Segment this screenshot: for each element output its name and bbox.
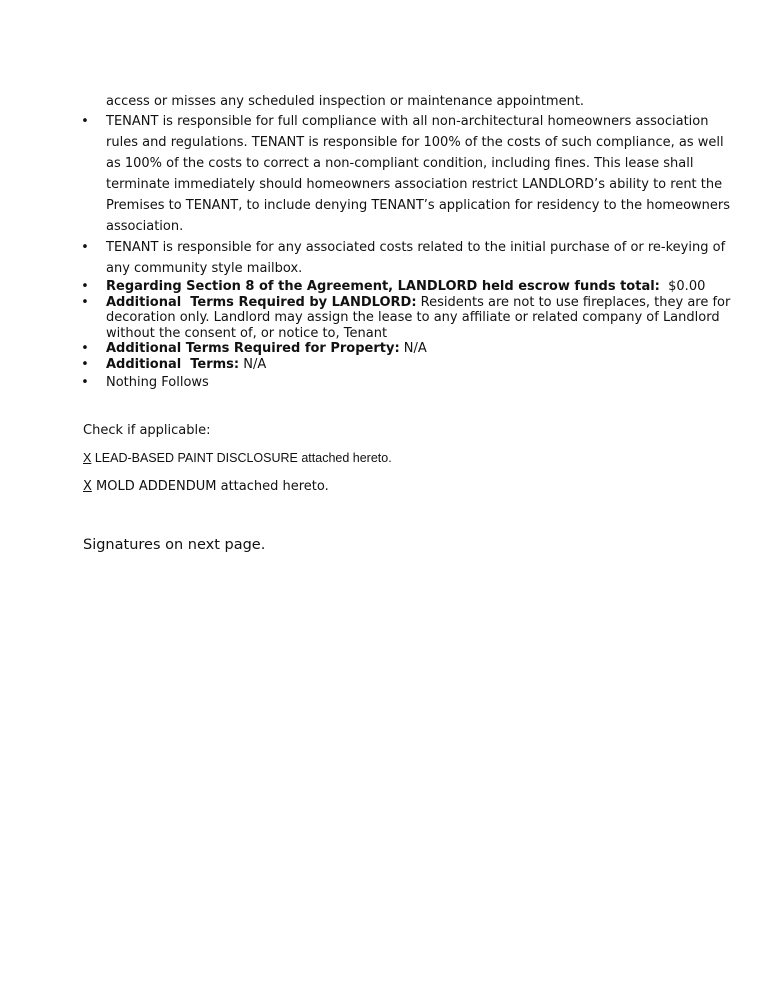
continuation-text: access or misses any scheduled inspection or maintenance appointment. xyxy=(106,94,585,109)
bullet-icon: • xyxy=(81,114,89,129)
bullet-icon: • xyxy=(81,341,89,356)
terms-list xyxy=(80,111,740,393)
mold-addendum-line xyxy=(83,478,329,496)
term-text: Residents are not to use fireplaces, they are for decoration only. Landlord may assign the lease to any affiliate or related company of Landlord without the consent of, or notice to, Tenant xyxy=(106,294,731,341)
list-item xyxy=(80,357,740,373)
bullet-icon: • xyxy=(81,279,89,294)
term-heading: Additional Terms Required by LANDLORD: xyxy=(106,294,417,310)
term-text: Nothing Follows xyxy=(106,375,209,390)
list-item xyxy=(80,341,740,357)
check-text: MOLD ADDENDUM attached hereto. xyxy=(91,479,329,494)
check-mark: X xyxy=(83,451,92,465)
list-item xyxy=(80,111,740,237)
list-item xyxy=(80,295,740,342)
lead-paint-disclosure-line xyxy=(83,449,392,467)
term-text: N/A xyxy=(399,341,427,356)
check-mark: X xyxy=(83,479,92,494)
term-text: N/A xyxy=(239,356,267,372)
list-item xyxy=(80,237,740,279)
term-heading: Additional Terms Required for Property: xyxy=(106,341,400,356)
check-text: LEAD-BASED PAINT DISCLOSURE attached hereto. xyxy=(91,451,392,465)
bullet-icon: • xyxy=(81,294,89,310)
list-item xyxy=(80,372,740,393)
term-text: TENANT is responsible for any associated costs related to the initial purchase of or re-keying of any community style mailbox. xyxy=(106,240,726,276)
term-heading: Additional Terms: xyxy=(106,356,240,372)
signatures-note: Signatures on next page. xyxy=(83,537,266,553)
bullet-icon: • xyxy=(81,240,89,255)
term-text: $0.00 xyxy=(659,279,706,294)
bullet-icon: • xyxy=(81,375,89,390)
term-text: TENANT is responsible for full compliance with all non-architectural homeowners association rules and regulations. TENANT is responsible for 100% of the costs of such compliance, as well as 100% of the costs to correct a non-compliant condition, including fines. This lease shall terminate immediately should homeowners association restrict LANDLORD’s ability to rent the Premises to TENANT, to include denying TENANT’s application for residency to the homeowners association. xyxy=(106,114,731,234)
bullet-icon: • xyxy=(81,356,89,372)
list-item xyxy=(80,279,740,295)
term-heading: Regarding Section 8 of the Agreement, LANDLORD held escrow funds total: xyxy=(106,279,660,294)
check-applicable-label: Check if applicable: xyxy=(83,423,211,438)
